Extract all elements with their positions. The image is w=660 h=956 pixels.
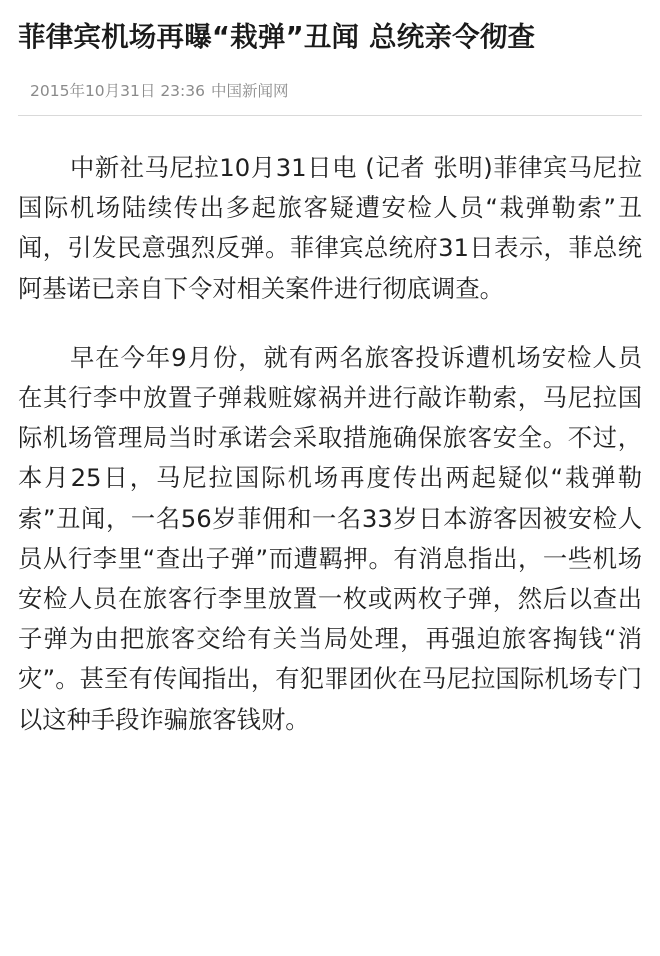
article-title: 菲律宾机场再曝“栽弹”丑闻 总统亲令彻查 <box>18 21 536 53</box>
publish-date: 2015年10月31日 23:36 <box>30 82 205 100</box>
news-source: 中国新闻网 <box>211 82 289 100</box>
paragraph: 早在今年9月份，就有两名旅客投诉遭机场安检人员在其行李中放置子弹栽赃嫁祸并进行敲诈勒索，马尼拉国际机场管理局当时承诺会采取措施确保旅客安全。不过，本月25日，马尼拉国际机场再度传出两起疑似“栽弹勒索”丑闻，一名56岁菲佣和一名33岁日本游客因被安检人员从行李里“查出子弹”而遭羁押。有消息指出，一些机场安检人员在旅客行李里放置一枚或两枚子弹，然后以查出子弹为由把旅客交给有关当局处理，再强迫旅客掏钱“消灾”。甚至有传闻指出，有犯罪团伙在马尼拉国际机场专门以这种手段诈骗旅客钱财。 <box>18 342 642 734</box>
article-meta <box>18 81 642 101</box>
header-divider <box>18 115 642 116</box>
article-body <box>18 148 642 740</box>
paragraph: 中新社马尼拉10月31日电 (记者 张明)菲律宾马尼拉国际机场陆续传出多起旅客疑遭安检人员“栽弹勒索”丑闻，引发民意强烈反弹。菲律宾总统府31日表示，菲总统阿基诺已亲自下令对相关案件进行彻底调查。 <box>18 153 642 303</box>
